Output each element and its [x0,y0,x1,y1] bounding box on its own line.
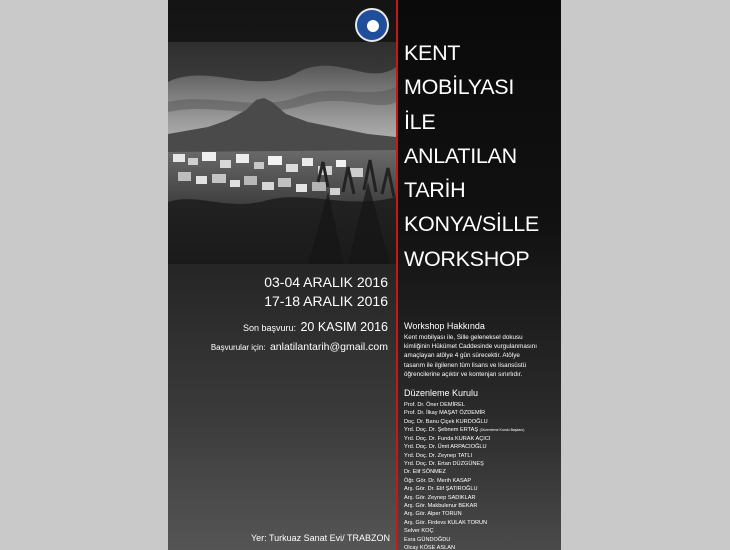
committee-member: Yrd. Doç. Dr. Funda KURAK AÇICI [404,435,491,442]
title-line: KONYA/SİLLE [404,212,539,237]
committee-member: Yrd. Doç. Dr. Zeynep TATLI [404,452,473,459]
about-body: Kent mobilyası ile, Sille geleneksel dokusu kimliğinin Hükümet Caddesinde vurgulanmasını amaçlayan atölye 4 gün sürecektir. Atölye tasarım ile ilgilenen tüm lisans ve lisansüstü öğrencilerine açıktır ve kontenjan sınırlıdır. [404,334,538,378]
deadline-label: Son başvuru: [242,323,296,333]
committee-member: Dr. Elif SÖNMEZ [404,469,446,476]
committee-member: Esra GÜNDOĞDU [404,536,451,543]
committee-member: Prof. Dr. İlkay MAŞAT ÖZDEMİR [404,410,486,417]
committee-member: Arş. Gör. Firdevs KULAK TORUN [404,519,488,526]
committee-chair-note: (Düzenleme Kurulu Başkanı) [479,428,525,433]
committee-member: Doç. Dr. Banu Çiçek KURDOĞLU [404,418,488,425]
title-line: MOBİLYASI [404,75,515,100]
event-date: 03-04 ARALIK 2016 [264,274,388,290]
title-line: İLE [404,109,436,134]
event-date: 17-18 ARALIK 2016 [264,293,388,309]
venue: Yer: Turkuaz Sanat Evi/ TRABZON [250,533,390,543]
committee-heading: Düzenleme Kurulu [404,388,479,398]
committee-list [404,401,524,550]
committee-member: Prof. Dr. Öner DEMİREL [404,402,465,408]
university-seal-icon [355,8,389,42]
committee-member: Selver KOÇ [404,528,434,535]
committee-member: Yrd. Doç. Dr. Ertan DÜZGÜNEŞ [404,460,484,467]
apply-email: anlatilantarih@gmail.com [269,341,388,353]
committee-member: Arş. Gör. Dr. Elif ŞATIROĞLU [404,486,478,493]
apply-label: Başvurular için: [210,343,266,352]
committee-member: Yrd. Doç. Dr. Şebnem ERTAŞ (Düzenleme Kurulu Başkanı) [404,427,525,434]
committee-member: Yrd. Doç. Dr. Ümit ARPACIOĞLU [404,444,487,451]
committee-member: Arş. Gör. Alper TORUN [404,511,462,518]
committee-member: Olcay KÖSE ASLAN [404,545,455,550]
event-poster [168,0,561,550]
title-line: WORKSHOP [404,246,530,271]
accent-divider [396,0,398,550]
title-line: ANLATILAN [404,143,517,168]
poster-title [404,36,561,276]
committee-member: Arş. Gör. Zeynep SADIKLAR [404,494,476,501]
about-heading: Workshop Hakkında [404,321,485,331]
application-deadline [168,318,388,336]
committee-member: Arş. Gör. Makbulenur BEKAR [404,503,478,510]
title-line: TARİH [404,178,466,203]
committee-member: Öğr. Gör. Dr. Merih KASAP [404,477,472,484]
title-line: KENT [404,41,461,65]
event-dates [168,273,388,311]
village-hillside-photo [168,42,396,264]
application-contact [168,337,388,355]
deadline-value: 20 KASIM 2016 [300,320,388,334]
